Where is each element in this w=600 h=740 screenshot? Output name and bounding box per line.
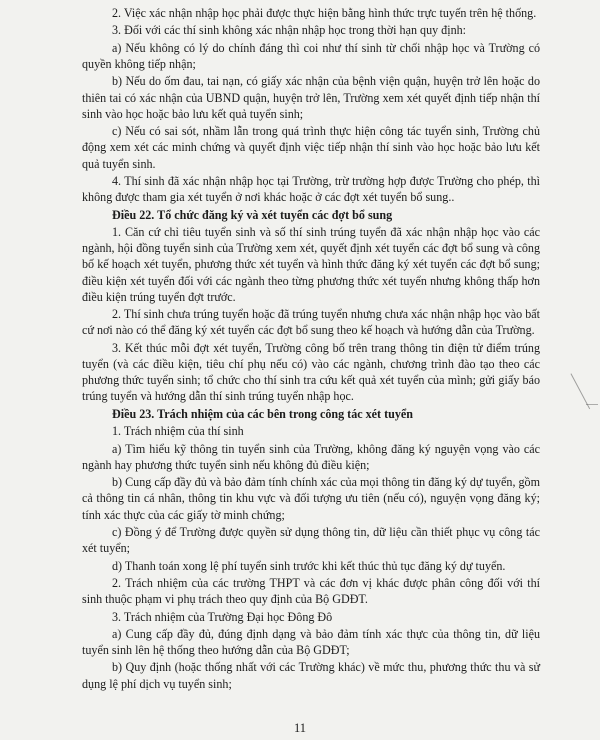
article-22-label: Điều 22. xyxy=(112,207,155,222)
page-number: 11 xyxy=(293,720,307,735)
article-23-paragraph-1: 1. Trách nhiệm của thí sinh xyxy=(112,424,244,439)
article-23-paragraph-1c: c) Đồng ý để Trường được quyền sử dụng thông tin, dữ liệu cần thiết phục vụ công tác xét tuyển; xyxy=(82,524,540,556)
article-23-title: Trách nhiệm của các bên trong công tác xét tuyển xyxy=(157,406,413,421)
article-23-paragraph-3b: b) Quy định (hoặc thống nhất với các Trường khác) về mức thu, phương thức thu và sử dụng lệ phí dịch vụ tuyển sinh; xyxy=(82,660,540,691)
article-23-paragraph-2: 2. Trách nhiệm của các trường THPT và các đơn vị khác được phân công đối với thí sinh thuộc phạm vi phụ trách theo quy định của Bộ GDĐT. xyxy=(82,575,540,607)
article-23-heading xyxy=(82,406,540,422)
scan-edge-mark-small xyxy=(586,404,598,417)
paragraph-no-confirm: 3. Đối với các thí sinh không xác nhận nhập học trong thời hạn quy định: xyxy=(112,23,467,38)
article-22-title: Tổ chức đăng ký và xét tuyển các đợt bổ sung xyxy=(157,207,393,222)
paragraph-no-valid-reason: a) Nếu không có lý do chính đáng thì coi như thí sinh từ chối nhập học và Trường có quyền không tiếp nhận; xyxy=(82,40,540,71)
scan-edge-mark xyxy=(570,367,600,409)
paragraph-confirmed-students: 4. Thí sinh đã xác nhận nhập học tại Trường, trừ trường hợp được Trường cho phép, thì không được tham gia xét tuyển ở nơi khác hoặc ở các đợt xét tuyển bổ sung.. xyxy=(82,173,540,205)
article-23-paragraph-3: 3. Trách nhiệm của Trường Đại học Đông Đô xyxy=(112,609,333,624)
article-23-paragraph-1d: d) Thanh toán xong lệ phí tuyển sinh trước khi kết thúc thủ tục đăng ký dự tuyển. xyxy=(112,558,506,573)
article-23-paragraph-1b: b) Cung cấp đầy đủ và bảo đảm tính chính xác của mọi thông tin đăng ký dự tuyển, gồm cả thông tin cá nhân, thông tin khu vực và đối tượng ưu tiên (nếu có), nguyện vọng đăng ký; tính xác thực của các giấy tờ minh chứng; xyxy=(82,475,540,522)
article-22-paragraph-3: 3. Kết thúc mỗi đợt xét tuyển, Trường công bố trên trang thông tin điện tử điểm trúng tuyển (và các điều kiện, tiêu chí phụ nếu có) vào các ngành, chương trình đào tạo theo các phương thức tuyển sinh; tổ chức cho thí sinh tra cứu kết quả xét tuyển của mình; gửi giấy báo trúng tuyển và hướng dẫn thí sinh trúng tuyển nhập học. xyxy=(82,340,540,404)
paragraph-errors: c) Nếu có sai sót, nhầm lẫn trong quá trình thực hiện công tác tuyển sinh, Trường chủ động xem xét các minh chứng và quyết định việc tiếp nhận thí sinh vào học hoặc bảo lưu kết quả tuyển sinh. xyxy=(82,124,540,171)
article-22-paragraph-1: 1. Căn cứ chỉ tiêu tuyển sinh và số thí sinh trúng tuyển đã xác nhận nhập học vào các ngành, hội đồng tuyển sinh của Trường xem xét, quyết định xét tuyển các đợt bổ sung và công bố kế hoạch xét tuyển, phương thức xét tuyển và hình thức đăng ký xét tuyển các đợt bổ sung; điều kiện xét tuyển đối với các ngành theo từng phương thức xét tuyển nhưng không thấp hơn điều kiện trúng tuyển đợt trước. xyxy=(82,224,540,304)
article-22-heading xyxy=(82,207,540,223)
paragraph-confirm-online: 2. Việc xác nhận nhập học phải được thực hiện bằng hình thức trực tuyến trên hệ thống. xyxy=(112,6,537,20)
paragraph-illness-accident: b) Nếu do ốm đau, tai nạn, có giấy xác nhận của bệnh viện quận, huyện trở lên hoặc do thiên tai có xác nhận của UBND quận, huyện trở lên, Trường xem xét quyết định tiếp nhận thí sinh vào học hoặc bảo lưu kết quả tuyển sinh; xyxy=(82,74,540,121)
article-23-label: Điều 23. xyxy=(112,406,155,421)
article-22-paragraph-2: 2. Thí sinh chưa trúng tuyển hoặc đã trúng tuyển nhưng chưa xác nhận nhập học vào bất cứ nơi nào có thể đăng ký xét tuyển các đợt bổ sung theo kế hoạch và hướng dẫn của Trường. xyxy=(82,307,540,338)
article-23-paragraph-3a: a) Cung cấp đầy đủ, đúng định dạng và bảo đảm tính xác thực của thông tin, dữ liệu tuyển sinh lên hệ thống theo hướng dẫn của Bộ GDĐT; xyxy=(82,626,540,658)
article-23-paragraph-1a: a) Tìm hiểu kỹ thông tin tuyển sinh của Trường, không đăng ký nguyện vọng vào các ngành hay phương thức tuyển sinh nếu không đủ điều kiện; xyxy=(82,441,540,472)
